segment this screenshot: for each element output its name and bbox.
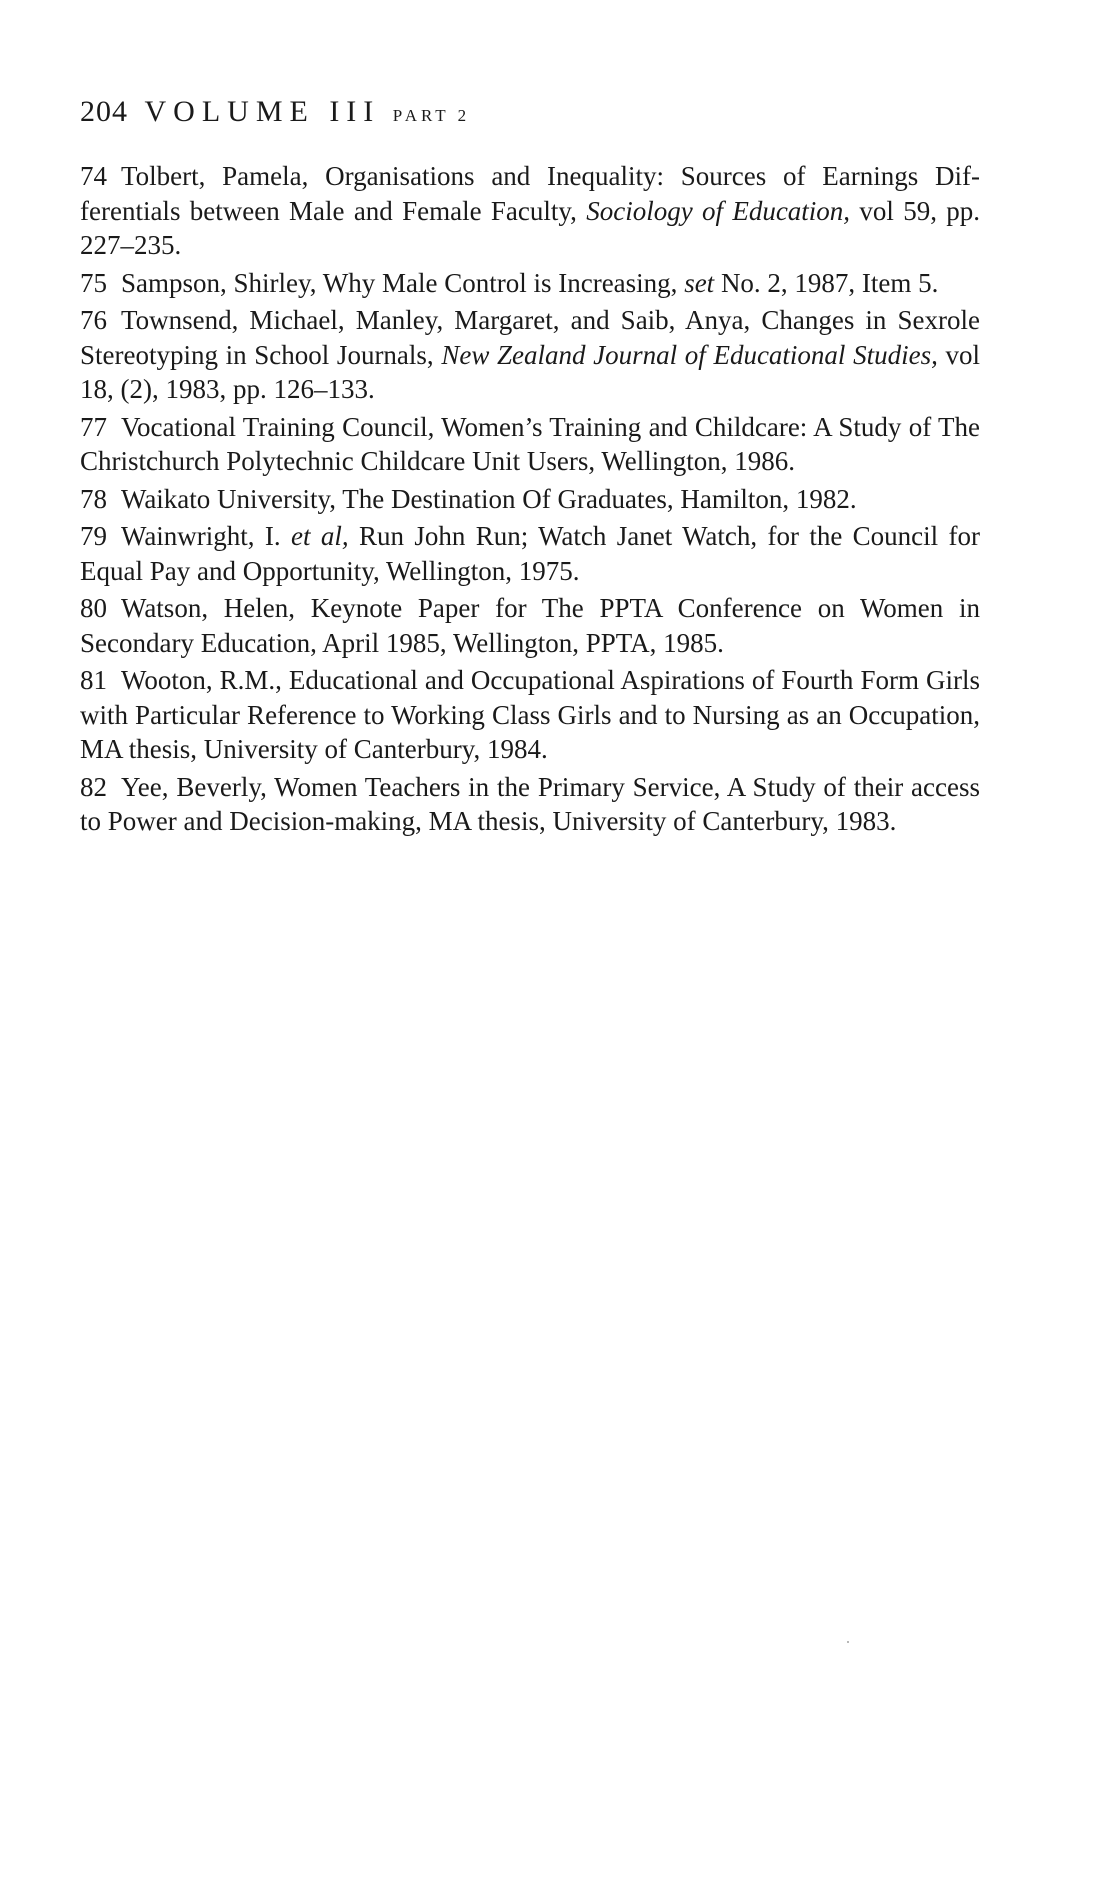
reference-text: Sampson, Shirley, Why Male Control is Increasing, [121, 267, 685, 298]
reference-text-tail: Run John Run; Watch Janet Watch, for the Council for Equal Pay and Opportunity, Wellington, 1975. [80, 521, 980, 586]
reference-item [80, 591, 980, 660]
reference-text: Townsend, Michael, Manley, Margaret, and Saib, Anya, Changes in Sexrole Stereotyping in School Journals, [80, 305, 980, 370]
reference-text: Tolbert, Pamela, Organisations and Inequality: Sources of Earnings Differentials between Male and Female Faculty, [80, 161, 980, 226]
reference-item [80, 663, 980, 767]
reference-text: Watson, Helen, Keynote Paper for The PPTA Conference on Women in Secondary Education, April 1985, Wellington, PPTA, 1985. [80, 593, 980, 658]
reference-text: Wainwright, I. [121, 521, 292, 551]
reference-number: 80 [80, 593, 107, 623]
reference-title-italic: et al, [291, 521, 349, 551]
reference-item [80, 303, 980, 407]
reference-text-tail: No. 2, 1987, Item 5. [714, 267, 939, 298]
book-page [80, 97, 980, 842]
reference-number: 79 [80, 521, 107, 551]
volume-label: VOLUME III [144, 95, 381, 128]
reference-list [80, 159, 980, 839]
reference-text: Vocational Training Council, Women’s Training and Childcare: A Study of The Christchurch Polytechnic Childcare Unit Users, Wellington, 1986. [80, 411, 980, 476]
reference-text: Yee, Beverly, Women Teachers in the Primary Service, A Study of their access to Power and Decision-making, MA thesis, University of Canterbury, 1983. [80, 771, 980, 836]
reference-title-italic: set [684, 267, 715, 298]
reference-text: Waikato University, The Destination Of Graduates, Hamilton, 1982. [121, 483, 857, 514]
reference-item [80, 519, 980, 588]
reference-number: 78 [80, 483, 107, 514]
running-head [80, 97, 980, 127]
reference-item [80, 266, 980, 301]
reference-item [80, 159, 980, 263]
reference-number: 77 [80, 411, 107, 442]
reference-number: 76 [80, 305, 107, 335]
reference-number: 81 [80, 665, 107, 695]
reference-number: 82 [80, 771, 107, 802]
reference-item [80, 410, 980, 479]
reference-title-italic: Sociology of Education, [586, 195, 851, 226]
reference-number: 74 [80, 161, 107, 191]
reference-text-tail: vol 18, (2), 1983, pp. 126–133. [80, 339, 980, 404]
reference-title-italic: New Zealand Journal of Educational Studies, [441, 339, 938, 370]
scan-speck [847, 1641, 849, 1643]
page-number: 204 [80, 95, 128, 128]
reference-item [80, 482, 980, 517]
reference-number: 75 [80, 267, 107, 298]
reference-item [80, 770, 980, 839]
part-label: PART 2 [392, 106, 471, 125]
reference-text: Wooton, R.M., Educational and Occupational Aspirations of Fourth Form Girls with Particular Reference to Working Class Girls and to Nursing as an Occupation, MA thesis, University of Canterbury, 1984. [80, 665, 980, 764]
reference-text-tail: vol 59, pp. 227–235. [80, 195, 981, 260]
